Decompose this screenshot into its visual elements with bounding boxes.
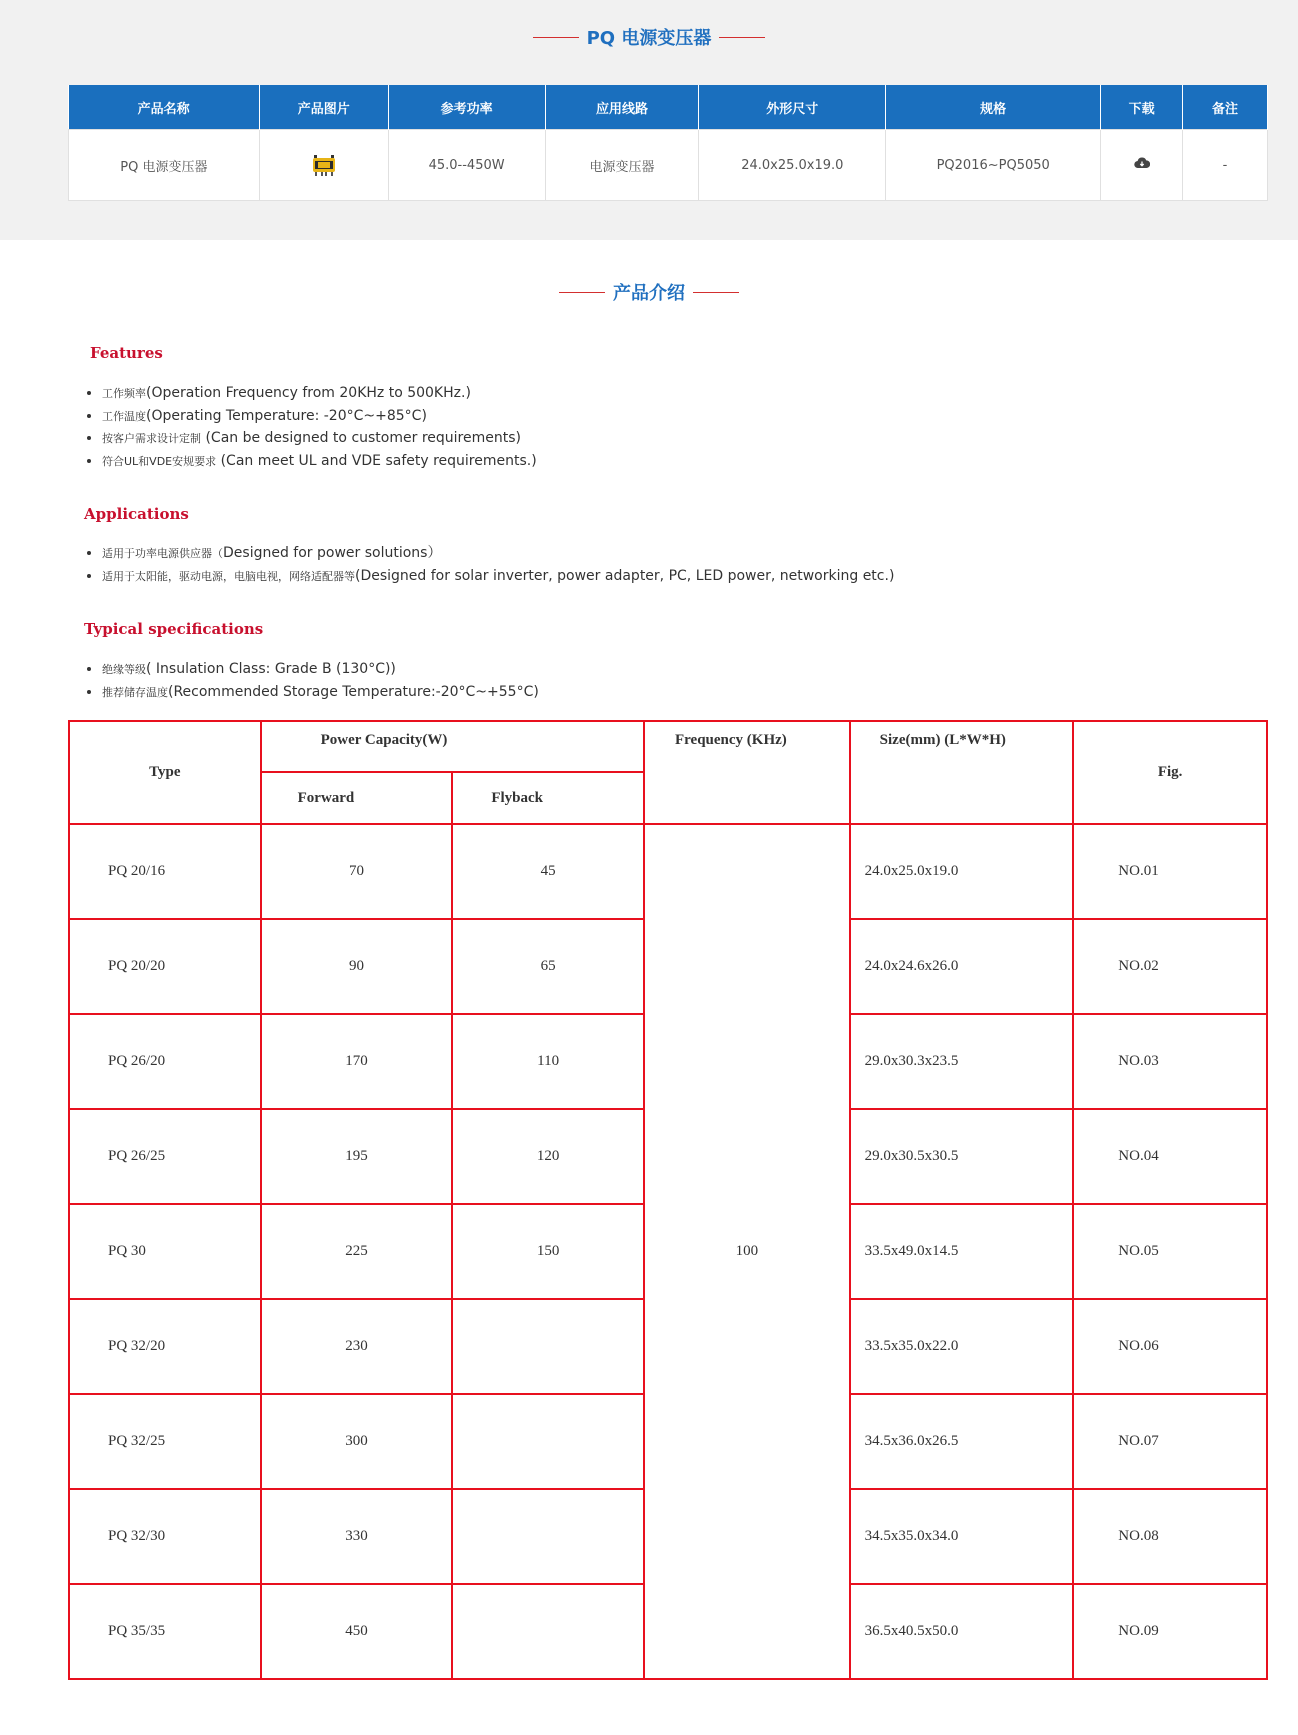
spec-table [68,720,1268,1680]
product-section-title: PQ 电源变压器 [0,24,1298,50]
forward-cell: 70 [261,824,453,919]
type-header: Type [69,721,261,824]
forward-cell: 90 [261,919,453,1014]
size-header: Size(mm) (L*W*H) [850,721,1074,824]
col-name: 产品名称 [69,85,260,130]
type-cell: PQ 30 [69,1204,261,1299]
size-cell: 24.0x25.0x19.0 [850,824,1074,919]
list-item: • 适用于太阳能，驱动电源，电脑电视，网络适配器等(Designed for solar inverter, power adapter, PC, LED power, networking etc.) [102,565,894,588]
list-item: • 适用于功率电源供应器（Designed for power solutions） [102,542,894,565]
col-power: 参考功率 [388,85,545,130]
forward-cell: 300 [261,1394,453,1489]
flyback-cell [452,1394,644,1489]
fig-cell: NO.05 [1073,1204,1267,1299]
forward-cell: 330 [261,1489,453,1584]
type-cell: PQ 32/30 [69,1489,261,1584]
type-cell: PQ 32/25 [69,1394,261,1489]
forward-header: Forward [261,772,453,824]
flyback-cell [452,1299,644,1394]
forward-cell: 195 [261,1109,453,1204]
size-cell: 29.0x30.5x30.5 [850,1109,1074,1204]
col-size: 外形尺寸 [699,85,886,130]
fig-cell: NO.08 [1073,1489,1267,1584]
transformer-image[interactable] [311,152,337,178]
features-heading: Features [90,344,163,362]
product-power: 45.0--450W [388,130,545,201]
size-cell: 34.5x36.0x26.5 [850,1394,1074,1489]
fig-cell: NO.07 [1073,1394,1267,1489]
fig-cell: NO.01 [1073,824,1267,919]
type-cell: PQ 20/20 [69,919,261,1014]
col-spec: 规格 [886,85,1101,130]
product-note: - [1183,130,1268,201]
col-image: 产品图片 [259,85,388,130]
cloud-download-icon[interactable] [1134,157,1150,173]
fig-cell: NO.02 [1073,919,1267,1014]
table-row [69,130,1268,201]
flyback-cell: 65 [452,919,644,1014]
typical-specifications-list [80,658,539,703]
fig-cell: NO.06 [1073,1299,1267,1394]
fig-cell: NO.09 [1073,1584,1267,1679]
download-cell[interactable] [1101,130,1183,201]
table-row [69,824,1267,919]
flyback-cell [452,1584,644,1679]
flyback-header: Flyback [452,772,644,824]
flyback-cell [452,1489,644,1584]
frequency-header: Frequency (KHz) [644,721,850,824]
fig-cell: NO.03 [1073,1014,1267,1109]
product-size: 24.0x25.0x19.0 [699,130,886,201]
spec-header-row [69,721,1267,772]
list-item: • 按客户需求设计定制 (Can be designed to customer requirements) [102,427,537,450]
type-cell: PQ 35/35 [69,1584,261,1679]
list-item: • 推荐储存温度(Recommended Storage Temperature:-20°C~+55°C) [102,681,539,704]
col-circuit: 应用线路 [545,85,699,130]
size-cell: 34.5x35.0x34.0 [850,1489,1074,1584]
fig-header: Fig. [1073,721,1267,824]
col-note: 备注 [1183,85,1268,130]
typical-specifications-heading: Typical specifications [84,620,264,638]
intro-section-title: 产品介绍 [0,279,1298,305]
product-table [68,85,1268,201]
product-circuit: 电源变压器 [545,130,699,201]
list-item: • 绝缘等级( Insulation Class: Grade B (130°C)) [102,658,539,681]
type-cell: PQ 20/16 [69,824,261,919]
size-cell: 24.0x24.6x26.0 [850,919,1074,1014]
features-list [80,382,537,472]
size-cell: 29.0x30.3x23.5 [850,1014,1074,1109]
list-item: • 符合UL和VDE安规要求 (Can meet UL and VDE safety requirements.) [102,450,537,473]
power-capacity-header: Power Capacity(W) [261,721,644,772]
flyback-cell: 45 [452,824,644,919]
size-cell: 33.5x35.0x22.0 [850,1299,1074,1394]
applications-heading: Applications [84,505,189,523]
product-spec: PQ2016~PQ5050 [886,130,1101,201]
product-name[interactable]: PQ 电源变压器 [69,130,260,201]
applications-list [80,542,894,587]
forward-cell: 230 [261,1299,453,1394]
forward-cell: 450 [261,1584,453,1679]
forward-cell: 170 [261,1014,453,1109]
product-table-header [69,85,1268,130]
list-item: • 工作温度(Operating Temperature: -20°C~+85°C) [102,405,537,428]
size-cell: 33.5x49.0x14.5 [850,1204,1074,1299]
col-download: 下载 [1101,85,1183,130]
frequency-cell: 100 [644,824,850,1679]
flyback-cell: 110 [452,1014,644,1109]
flyback-cell: 120 [452,1109,644,1204]
product-image-cell[interactable] [259,130,388,201]
type-cell: PQ 26/20 [69,1014,261,1109]
flyback-cell: 150 [452,1204,644,1299]
fig-cell: NO.04 [1073,1109,1267,1204]
type-cell: PQ 32/20 [69,1299,261,1394]
list-item: • 工作频率(Operation Frequency from 20KHz to 500KHz.) [102,382,537,405]
forward-cell: 225 [261,1204,453,1299]
size-cell: 36.5x40.5x50.0 [850,1584,1074,1679]
type-cell: PQ 26/25 [69,1109,261,1204]
